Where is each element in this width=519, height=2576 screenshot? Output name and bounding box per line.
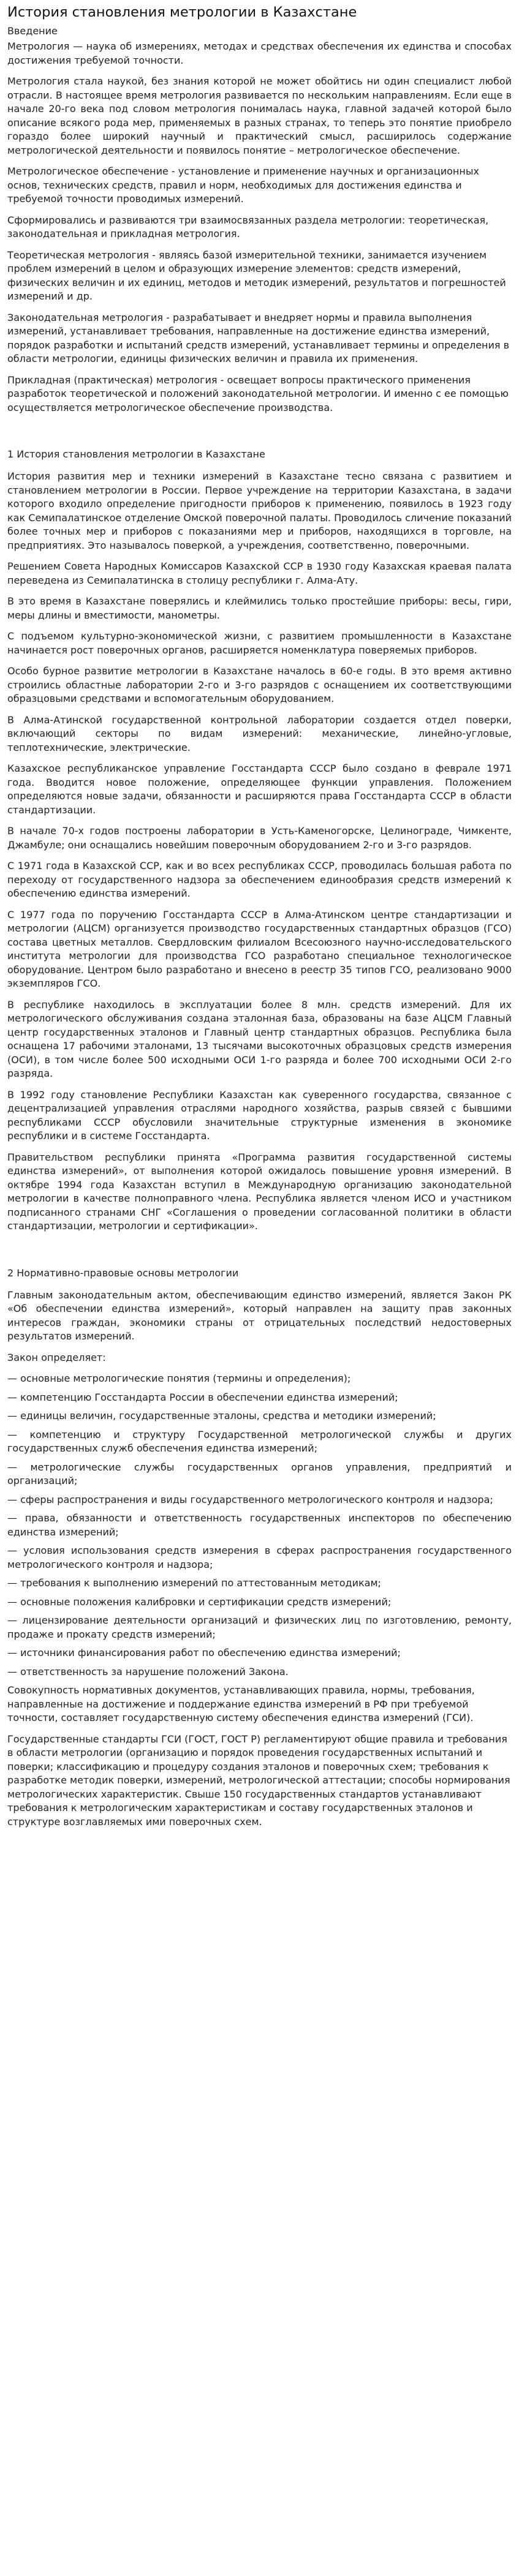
spacer bbox=[7, 1241, 512, 1258]
section-paragraph: В начале 70-х годов построены лаборатории в Усть-Каменогорске, Целинограде, Чимкенте, Джамбуле; они оснащались новейшим поверочным оборудованием 2-го и 3-го разрядов. bbox=[7, 825, 512, 851]
intro-paragraph: Законодательная метрология - разрабатывает и внедряет нормы и правила выполнения измерений, устанавливает требования, направленные на достижение единства измерений, порядок разработки и испытаний средств измерений, устанавливает термины и определения в области метрологии, единицы физических величин и правила их применения. bbox=[7, 311, 510, 364]
section-2 bbox=[7, 1267, 512, 1829]
list-item: — сферы распространения и виды государственного метрологического контроля и надзора; bbox=[7, 1493, 493, 1505]
intro-paragraph: Сформировались и развиваются три взаимосвязанных раздела метрологии: теоретическая, законодательная и прикладная метрология. bbox=[7, 214, 489, 239]
list-item: — единицы величин, государственные эталоны, средства и методики измерений; bbox=[7, 1410, 436, 1422]
list-item: — ответственность за нарушение положений Закона. bbox=[7, 1665, 289, 1678]
section-heading: 2 Нормативно-правовые основы метрологии bbox=[7, 1267, 239, 1279]
page-title: История становления метрологии в Казахстане bbox=[7, 4, 357, 20]
section-heading: 1 История становления метрологии в Казахстане bbox=[7, 448, 265, 460]
spacer bbox=[7, 422, 512, 439]
section-paragraph: Совокупность нормативных документов, устанавливающих правила, нормы, требования, направленные на достижение и поддержание единства измерений в РФ при требуемой точности, составляет государственную систему обеспечения единства измерений (ГСИ). bbox=[7, 1684, 475, 1723]
intro-paragraph: Теоретическая метрология - являясь базой измерительной техники, занимается изучением проблем измерений в целом и образующих измерение элементов: средств измерений, физических величин и их единиц, методов и методик измерений, результатов и погрешностей измерений и др. bbox=[7, 249, 506, 302]
section-paragraph: С 1971 года в Казахской ССР, как и во всех республиках СССР, проводилась большая работа по переходу от государственного надзора за обеспечением единообразия средств измерений к обеспечению единства измерений. bbox=[7, 860, 512, 899]
list-item: — источники финансирования работ по обеспечению единства измерений; bbox=[7, 1647, 401, 1659]
section-paragraph: Казахское республиканское управление Госстандарта СССР было создано в феврале 1971 года. Вводится новое положение, определяющее функции управления. Положением определяются новые задачи, обязанности и расширяются права Госстандарта СССР в области стандартизации. bbox=[7, 763, 512, 816]
section-paragraph: Решением Совета Народных Комиссаров Казахской ССР в 1930 году Казахская краевая палата переведена из Семипалатинска в столицу республики г. Алма-Ату. bbox=[7, 560, 512, 586]
law-defines-label: Закон определяет: bbox=[7, 1351, 106, 1363]
section-paragraph: В Алма-Атинской государственной контрольной лаборатории создается отдел поверки, включающий секторы по видам измерений: механические, линейно-угловые, теплотехнические, электрические. bbox=[7, 714, 512, 753]
list-item: — условия использования средств измерения в сферах распространения государственного метрологического контроля и надзора; bbox=[7, 1545, 512, 1570]
list-item: — права, обязанности и ответственность государственных инспекторов по обеспечению единства измерений; bbox=[7, 1512, 512, 1538]
intro-paragraph: Метрология стала наукой, без знания которой не может обойтись ни один специалист любой отрасли. В настоящее время метрология развивается по нескольким направлениям. Если еще в начале 20-го века под словом метрология понималась наука, главной задачей которой было описание всякого рода мер, применяемых в разных странах, то теперь это понятие приобрело гораздо более широкий научный и практический смысл, расширилось содержание метрологической деятельности и появилось понятие – метрологическое обеспечение. bbox=[7, 75, 512, 156]
section-1 bbox=[7, 448, 512, 1233]
intro-heading: Введение bbox=[7, 25, 58, 37]
section-paragraph: С подъемом культурно-экономической жизни, с развитием промышленности в Казахстане начинается рост поверочных органов, расширяется номенклатура поверяемых приборов. bbox=[7, 630, 512, 656]
list-item: — компетенцию и структуру Государственной метрологической службы и других государственных служб обеспечения единства измерений; bbox=[7, 1428, 512, 1454]
intro-paragraph: Метрологическое обеспечение - установление и применение научных и организационных основ, технических средств, правил и норм, необходимых для достижения единства и требуемой точности проводимых измерений. bbox=[7, 165, 479, 205]
intro-paragraph: Прикладная (практическая) метрология - освещает вопросы практического применения разработок теоретической и положений законодательной метрологии. И именно с ее помощью осуществляется метрологическое обеспечение производства. bbox=[7, 374, 509, 413]
section-paragraph: Особо бурное развитие метрологии в Казахстане началось в 60-е годы. В это время активно строились областные лаборатории 2-го и 3-го разрядов с оснащением их соответствующими образцовыми средствами и вспомогательным оборудованием. bbox=[7, 665, 512, 704]
list-item: — компетенцию Госстандарта России в обеспечении единства измерений; bbox=[7, 1391, 398, 1403]
law-items-list bbox=[7, 1372, 512, 1679]
intro-section bbox=[7, 40, 512, 415]
section-paragraph: В 1992 году становление Республики Казахстан как суверенного государства, связанное с децентрализацией управления отраслями народного хозяйства, разрыв связей с бывшими республиками СССР обусловили значительные структурные изменения в экономике республики и в системе Госстандарта. bbox=[7, 1088, 512, 1142]
section-paragraph: Государственные стандарты ГСИ (ГОСТ, ГОСТ Р) регламентируют общие правила и требования в области метрологии (организацию и порядок проведения государственных испытаний и поверки; классификацию и процедуру создания эталонов и поверочных схем; требования к разработке методик поверки, измерений, метрологической аттестации; способы нормирования метрологических характеристик. Свыше 150 государственных стандартов устанавливают требования к метрологическим характеристикам и составу государственных эталонов и структуре возглавляемых ими поверочных схем. bbox=[7, 1733, 510, 1828]
list-item: — основные положения калибровки и сертификации средств измерений; bbox=[7, 1595, 392, 1608]
list-item: — требования к выполнению измерений по аттестованным методикам; bbox=[7, 1577, 381, 1589]
section-paragraph: Правительством республики принята «Программа развития государственной системы единства измерений», от выполнения которой ожидалось повышение уровня измерений. В октябре 1994 года Казахстан вступил в Международную организацию законодательной метрологии в качестве полноправного члена. Республика является членом ИСО и участником подписанного странами СНГ «Соглашения о проведении согласованной политики в области стандартизации, метрологии и сертификации». bbox=[7, 1151, 512, 1232]
list-item: — лицензирование деятельности организаций и физических лиц по изготовлению, ремонту, продаже и прокату средств измерений; bbox=[7, 1614, 512, 1640]
list-item: — основные метрологические понятия (термины и определения); bbox=[7, 1373, 351, 1384]
intro-paragraph: Метрология — наука об измерениях, методах и средствах обеспечения их единства и способах достижения требуемой точности. bbox=[7, 40, 512, 66]
section-paragraph: В республике находилось в эксплуатации более 8 млн. средств измерений. Для их метрологического обслуживания создана эталонная база, образованы на базе АЦСМ Главный центр государственных эталонов и Главный центр стандартных образцов. Республика была оснащена 17 рабочими эталонами, 13 тысячами высокоточных образцовых средств измерения (ОСИ), в том числе более 500 исходными ОСИ 1-го разряда и более 700 исходными ОСИ 2-го разряда. bbox=[7, 998, 512, 1079]
section-paragraph: История развития мер и техники измерений в Казахстане тесно связана с развитием и становлением метрологии в России. Первое учреждение на территории Казахстана, в задачи которого входило определение пригодности приборов к применению, появилось в 1923 году как Семипалатинское отделение Омской поверочной палаты. Проводилось сличение показаний более точных мер и приборов с показаниями мер и приборов, находящихся в торговле, на предприятиях. Это называлось поверкой, а учреждения, соответственно, поверочными. bbox=[7, 470, 512, 551]
list-item: — метрологические службы государственных органов управления, предприятий и организаций; bbox=[7, 1461, 512, 1486]
section-paragraph: В это время в Казахстане поверялись и клеймились только простейшие приборы: весы, гири, меры длины и вместимости, манометры. bbox=[7, 595, 512, 621]
section-paragraph: С 1977 года по поручению Госстандарта СССР в Алма-Атинском центре стандартизации и метрологии (АЦСМ) организуется производство государственных стандартных образцов (ГСО) состава цветных металлов. Свердловским филиалом Всесоюзного научно-исследовательского института метрологии для производства ГСО разработано специальное технологическое оборудование. Центром было разработано и внесено в реестр 35 типов ГСО, реализовано 9000 экземпляров ГСО. bbox=[7, 908, 512, 989]
section-paragraph: Главным законодательным актом, обеспечивающим единство измерений, является Закон РК «Об обеспечении единства измерений», который направлен на защиту прав законных интересов граждан, экономики страны от отрицательных последствий недостоверных результатов измерений. bbox=[7, 1289, 512, 1342]
